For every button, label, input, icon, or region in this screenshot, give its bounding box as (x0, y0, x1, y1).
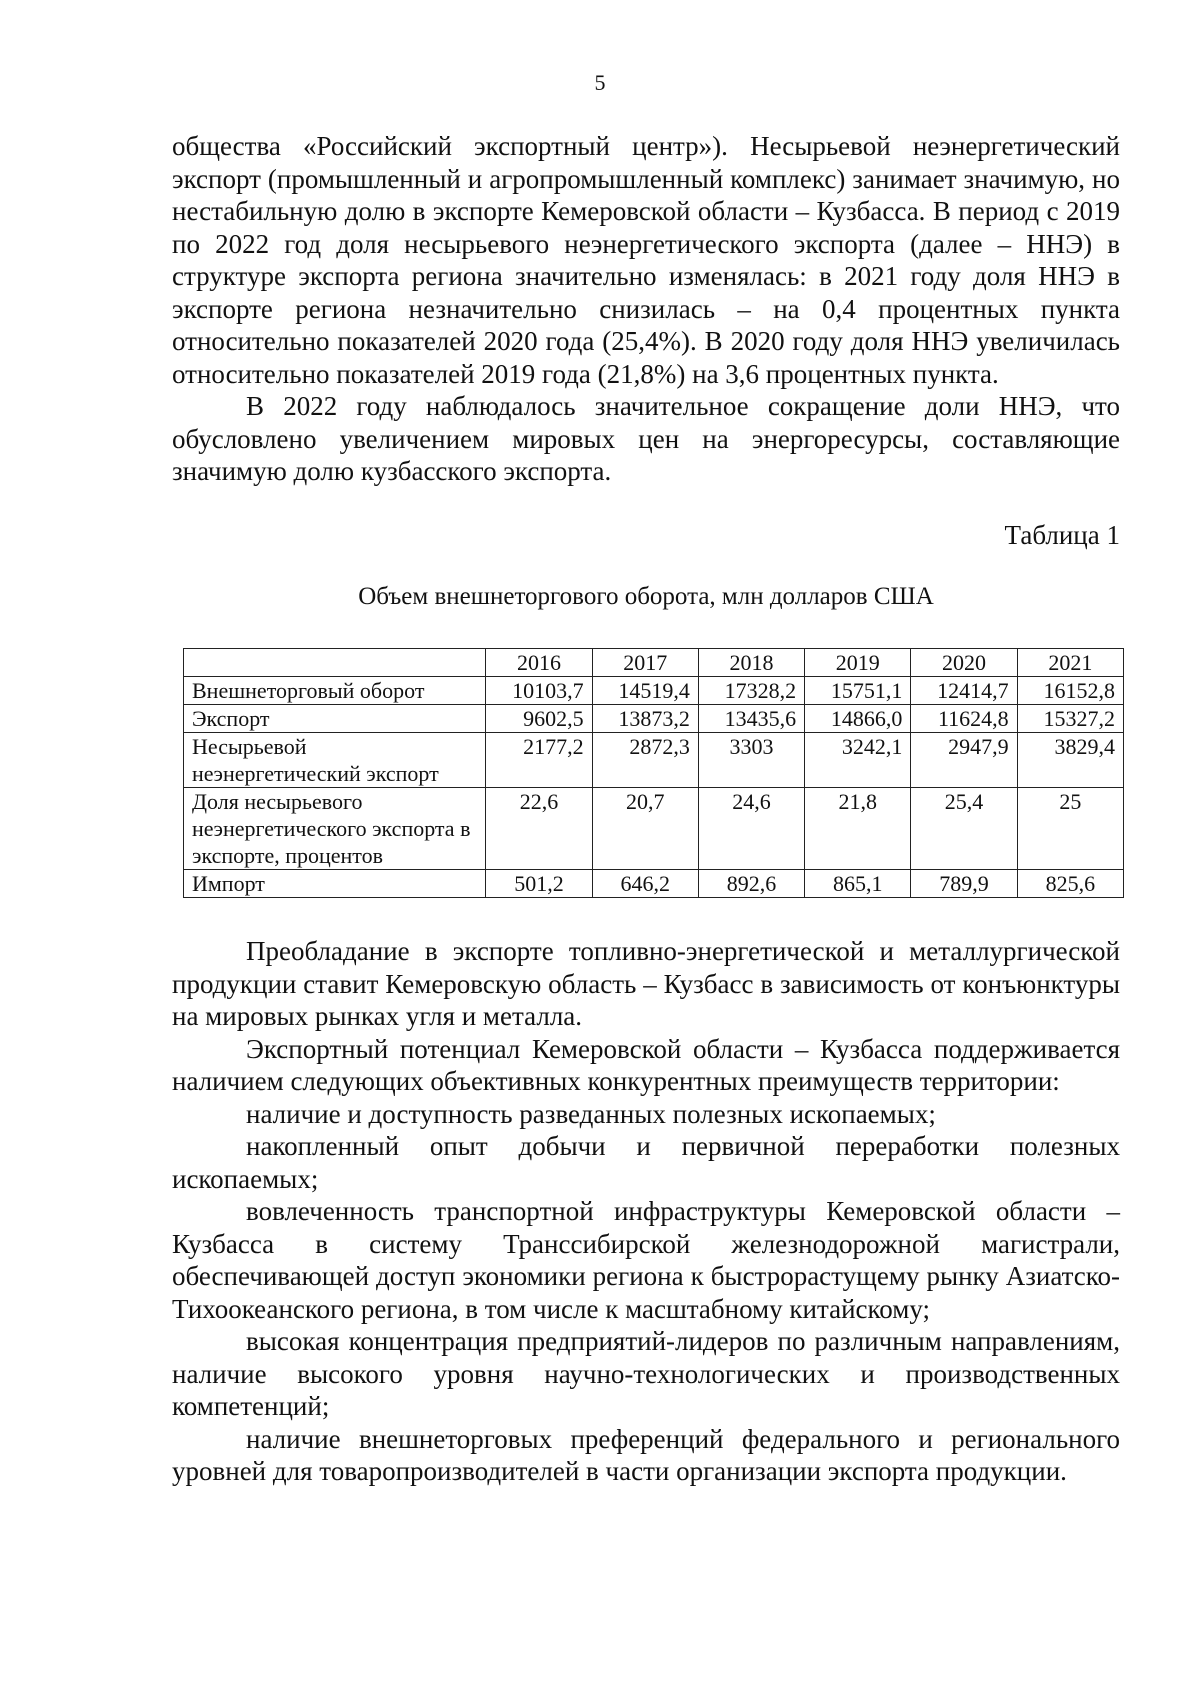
row-label: Экспорт (184, 705, 486, 733)
table-cell: 3303 (698, 733, 804, 788)
list-item: вовлеченность транспортной инфраструктуры Кемеровской области – Кузбасса в систему Транссибирской железнодорожной магистрали, обеспечивающей доступ экономики региона к быстрорастущему рынку Азиатско-Тихоокеанского региона, в том числе к масштабному китайскому; (172, 1196, 1120, 1324)
year-header: 2019 (805, 649, 911, 677)
table-label: Таблица 1 (1004, 520, 1120, 550)
table-cell: 646,2 (592, 870, 698, 898)
table-cell: 825,6 (1017, 870, 1123, 898)
table-cell: 22,6 (486, 788, 592, 870)
table-row (184, 705, 1124, 733)
list-item: накопленный опыт добычи и первичной переработки полезных ископаемых; (172, 1131, 1120, 1194)
table-cell: 20,7 (592, 788, 698, 870)
table-cell: 25,4 (911, 788, 1017, 870)
table-cell: 12414,7 (911, 677, 1017, 705)
text-block-top (172, 130, 1120, 488)
table-cell: 16152,8 (1017, 677, 1123, 705)
paragraph: общества «Российский экспортный центр»). Несырьевой неэнергетический экспорт (промышленный и агропромышленный комплекс) занимает значимую, но нестабильную долю в экспорте Кемеровской области – Кузбасса. В период с 2019 по 2022 год доля несырьевого неэнергетического экспорта (далее – ННЭ) в структуре экспорта региона значительно изменялась: в 2021 году доля ННЭ в экспорте региона незначительно снизилась – на 0,4 процентных пункта относительно показателей 2020 года (25,4%). В 2020 году доля ННЭ увеличилась относительно показателей 2019 года (21,8%) на 3,6 процентных пункта. (172, 131, 1120, 389)
page-number: 5 (594, 70, 606, 95)
row-label: Импорт (184, 870, 486, 898)
table-cell: 3242,1 (805, 733, 911, 788)
table-cell: 15327,2 (1017, 705, 1123, 733)
table-header-row (184, 649, 1124, 677)
table-cell: 17328,2 (698, 677, 804, 705)
year-header: 2017 (592, 649, 698, 677)
year-header: 2018 (698, 649, 804, 677)
row-label: Доля несырьевого неэнергетического экспорта в экспорте, процентов (184, 788, 486, 870)
table-cell: 10103,7 (486, 677, 592, 705)
row-label: Несырьевой неэнергетический экспорт (184, 733, 486, 788)
paragraph: В 2022 году наблюдалось значительное сокращение доли ННЭ, что обусловлено увеличением мировых цен на энергоресурсы, составляющие значимую долю кузбасского экспорта. (172, 391, 1120, 486)
table-row (184, 788, 1124, 870)
table-cell: 25 (1017, 788, 1123, 870)
text-block-bottom (172, 935, 1120, 1488)
header-empty-cell (184, 649, 486, 677)
paragraph: Преобладание в экспорте топливно-энергетической и металлургической продукции ставит Кемеровскую область – Кузбасс в зависимость от конъюнктуры на мировых рынках угля и металла. (172, 936, 1120, 1031)
table-cell: 2947,9 (911, 733, 1017, 788)
list-item: наличие и доступность разведанных полезных ископаемых; (246, 1098, 936, 1129)
table-cell: 13435,6 (698, 705, 804, 733)
table-cell: 501,2 (486, 870, 592, 898)
paragraph: Экспортный потенциал Кемеровской области – Кузбасса поддерживается наличием следующих объективных конкурентных преимуществ территории: (172, 1033, 1120, 1096)
table-cell: 13873,2 (592, 705, 698, 733)
table-cell: 15751,1 (805, 677, 911, 705)
table-cell: 2177,2 (486, 733, 592, 788)
table-row (184, 733, 1124, 788)
row-label: Внешнеторговый оборот (184, 677, 486, 705)
table-cell: 21,8 (805, 788, 911, 870)
table-cell: 865,1 (805, 870, 911, 898)
table-row (184, 870, 1124, 898)
table-cell: 14519,4 (592, 677, 698, 705)
table-cell: 9602,5 (486, 705, 592, 733)
table-cell: 789,9 (911, 870, 1017, 898)
table-title: Объем внешнеторгового оборота, млн долларов США (358, 583, 934, 610)
table-row (184, 677, 1124, 705)
list-item: высокая концентрация предприятий-лидеров по различным направлениям, наличие высокого уровня научно-технологических и производственных компетенций; (172, 1326, 1120, 1421)
table-cell: 14866,0 (805, 705, 911, 733)
table-cell: 2872,3 (592, 733, 698, 788)
year-header: 2020 (911, 649, 1017, 677)
table-cell: 892,6 (698, 870, 804, 898)
year-header: 2021 (1017, 649, 1123, 677)
table-cell: 24,6 (698, 788, 804, 870)
trade-table (183, 648, 1124, 898)
year-header: 2016 (486, 649, 592, 677)
table-cell: 11624,8 (911, 705, 1017, 733)
list-item: наличие внешнеторговых преференций федерального и регионального уровней для товаропроизводителей в части организации экспорта продукции. (172, 1423, 1120, 1486)
table-cell: 3829,4 (1017, 733, 1123, 788)
